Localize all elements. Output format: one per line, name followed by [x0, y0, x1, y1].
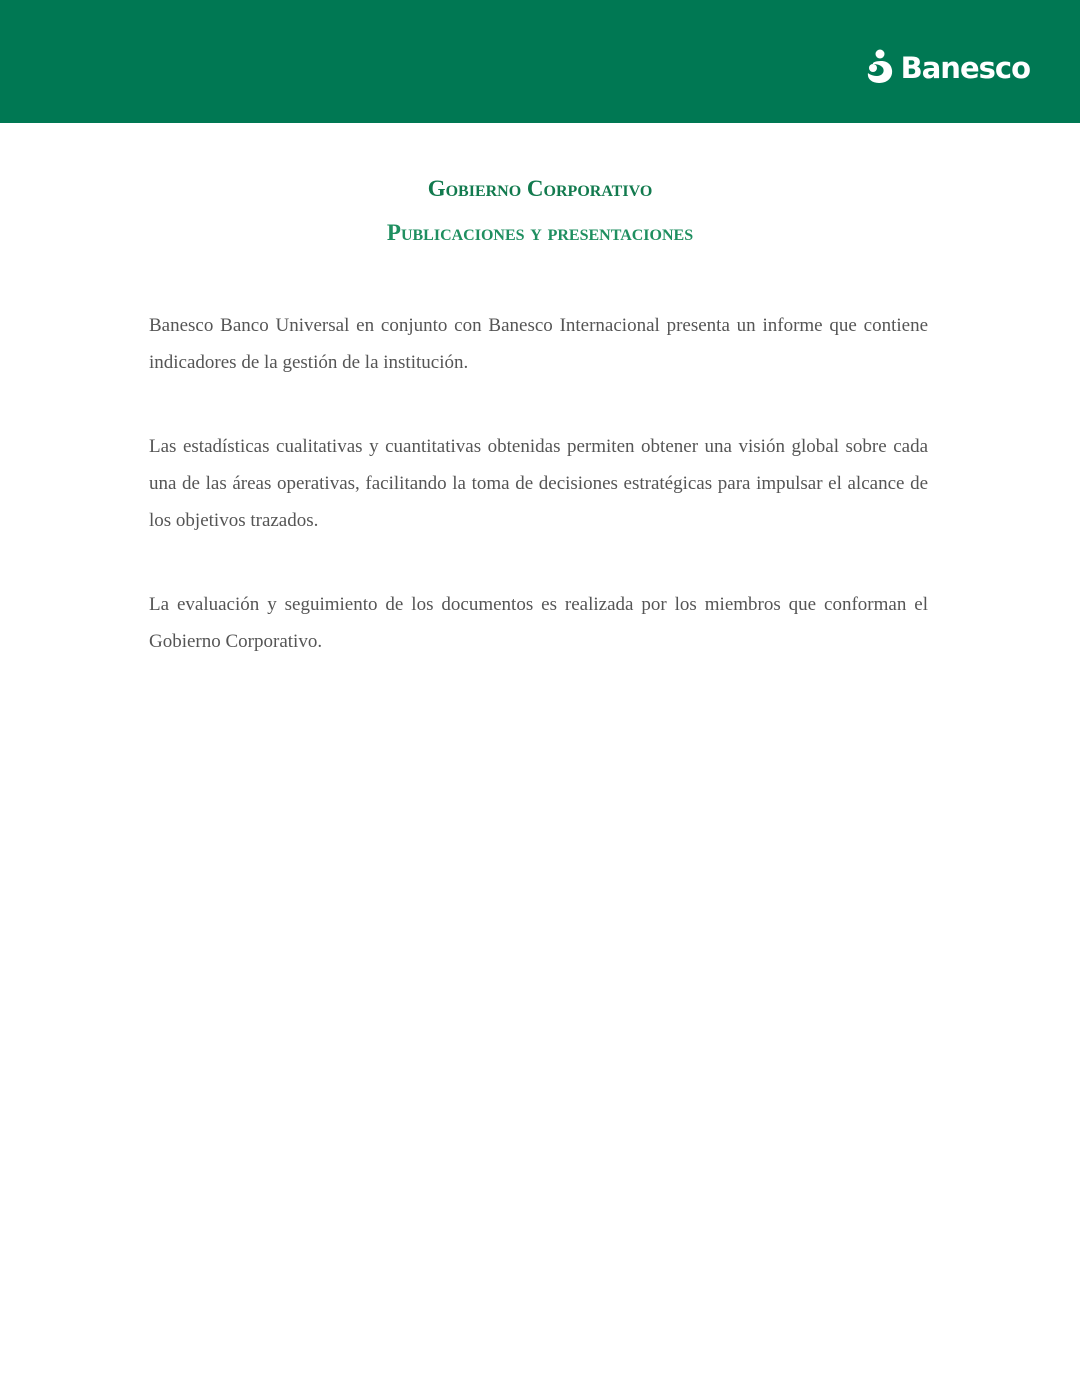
paragraph-1: Banesco Banco Universal en conjunto con Banesco Internacional presenta un informe que contiene indicadores de la gestión de la institución. [149, 315, 928, 373]
document-body [149, 307, 928, 707]
page-subtitle: Publicaciones y presentaciones [386, 220, 694, 245]
brand-name: Banesco [900, 51, 1030, 85]
header-bar [0, 0, 1080, 123]
paragraph-3: La evaluación y seguimiento de los documentos es realizada por los miembros que conforman el Gobierno Corporativo. [149, 594, 928, 652]
banesco-mark-icon [865, 48, 899, 88]
banesco-logo [865, 48, 1030, 88]
title-block [0, 172, 1080, 250]
paragraph-2: Las estadísticas cualitativas y cuantitativas obtenidas permiten obtener una visión global sobre cada una de las áreas operativas, facilitando la toma de decisiones estratégicas para impulsar el alcance de los objetivos trazados. [149, 436, 928, 531]
page-title: Gobierno Corporativo [427, 176, 653, 201]
